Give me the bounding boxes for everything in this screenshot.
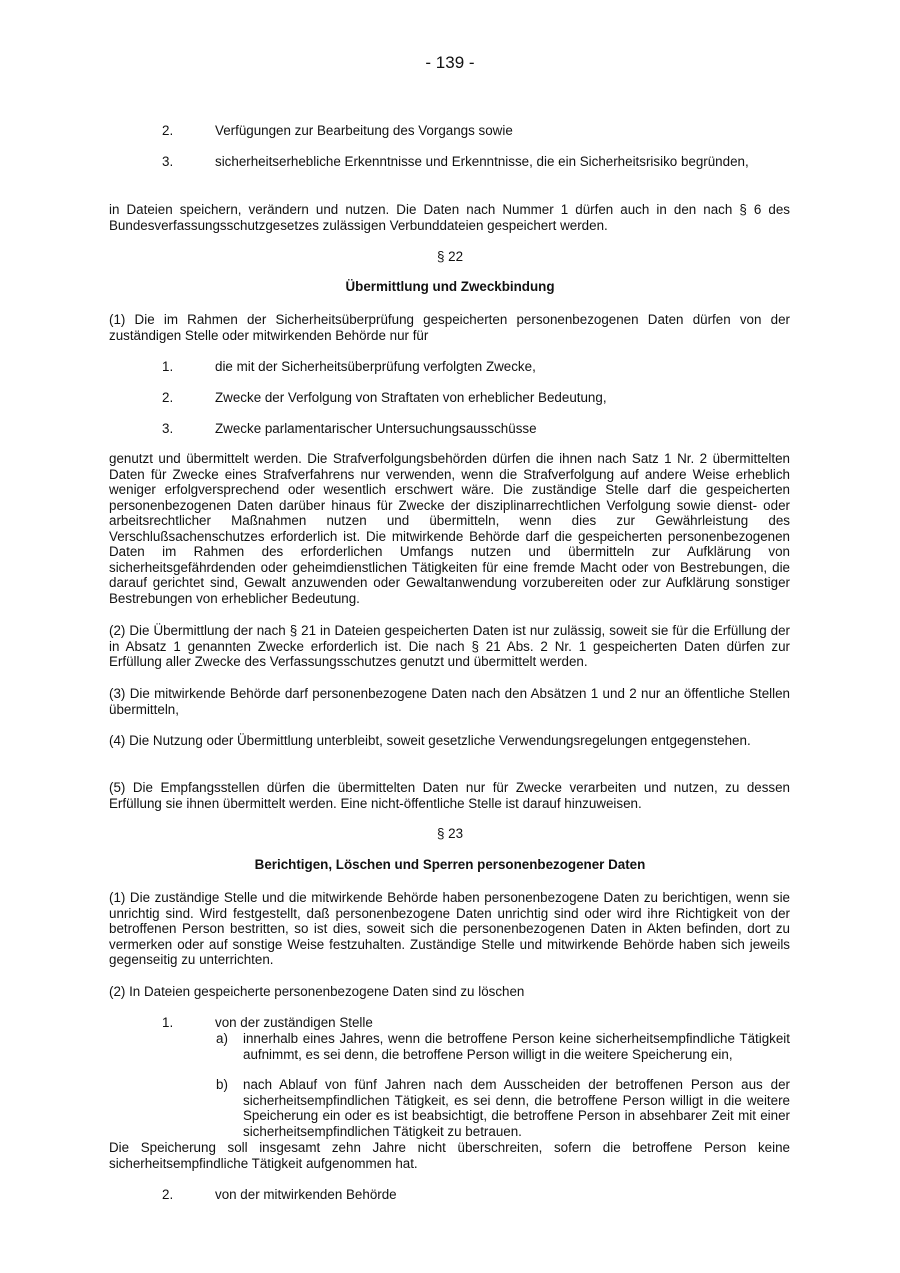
section-title: Übermittlung und Zweckbindung (345, 279, 555, 294)
list-item-text: Verfügungen zur Bearbeitung des Vorgangs sowie (215, 123, 513, 138)
list-item-number: 3. (162, 154, 174, 169)
list-item-text: die mit der Sicherheitsüberprüfung verfolgten Zwecke, (215, 359, 536, 374)
sub-item-label: b) (216, 1077, 228, 1092)
section-number: § 22 (436, 249, 464, 264)
paragraph-5: (5) Die Empfangsstellen dürfen die übermittelten Daten nur für Zwecke verarbeiten und nutzen, zu dessen Erfüllung sie ihnen übermittelt werden. Eine nicht-öffentliche Stelle ist darauf hinzuweisen. (109, 780, 790, 811)
page-number: - 139 - (425, 53, 475, 72)
list-item-text: sicherheitserhebliche Erkenntnisse und Erkenntnisse, die ein Sicherheitsrisiko begründen, (215, 154, 749, 169)
paragraph-4: (4) Die Nutzung oder Übermittlung unterbleibt, soweit gesetzliche Verwendungsregelungen entgegenstehen. (109, 733, 751, 748)
list-item-text: von der mitwirkenden Behörde (215, 1187, 397, 1202)
list-item-text: Zwecke parlamentarischer Untersuchungsausschüsse (215, 421, 537, 436)
sub-item-text: innerhalb eines Jahres, wenn die betroffene Person keine sicherheitsempfindliche Tätigkeit aufnimmt, es sei denn, die betroffene Person willigt in die weitere Speicherung ein, (243, 1031, 790, 1062)
list-item-number: 3. (162, 421, 174, 436)
list-item-text: Zwecke der Verfolgung von Straftaten von erheblicher Bedeutung, (215, 390, 607, 405)
intro-closing-paragraph: in Dateien speichern, verändern und nutzen. Die Daten nach Nummer 1 dürfen auch in den nach § 6 des Bundesverfassungsschutzgesetzes zulässigen Verbunddateien gespeichert werden. (109, 202, 790, 233)
section-number: § 23 (436, 826, 464, 841)
paragraph-3: (3) Die mitwirkende Behörde darf personenbezogene Daten nach den Absätzen 1 und 2 nur an öffentliche Stellen übermitteln, (109, 686, 790, 717)
list-item-number: 1. (162, 1015, 174, 1030)
paragraph-1-intro: (1) Die im Rahmen der Sicherheitsüberprüfung gespeicherten personenbezogenen Daten dürfen von der zuständigen Stelle oder mitwirkenden Behörde nur für (109, 312, 790, 343)
paragraph-1: (1) Die zuständige Stelle und die mitwirkende Behörde haben personenbezogene Daten zu berichtigen, wenn sie unrichtig sind. Wird festgestellt, daß personenbezogene Daten unrichtig sind oder wird ihre Richtigkeit von der betroffenen Person bestritten, so ist dies, soweit sich die personenbezogenen Daten in Akten befinden, dort zu vermerken oder auf sonstige Weise festzuhalten. Zuständige Stelle und mitwirkende Behörde haben sich jeweils gegenseitig zu unterrichten. (109, 890, 790, 967)
paragraph-2-intro: (2) In Dateien gespeicherte personenbezogene Daten sind zu löschen (109, 984, 525, 999)
sub-item-label: a) (216, 1031, 228, 1046)
paragraph-2: (2) Die Übermittlung der nach § 21 in Dateien gespeicherten Daten ist nur zulässig, soweit sie für die Erfüllung der in Absatz 1 genannten Zwecke erforderlich ist. Die nach § 21 Abs. 2 Nr. 1 gespeicherten Daten dürfen zur Erfüllung aller Zwecke des Verfassungsschutzes genutzt und übermittelt werden. (109, 623, 790, 669)
sub-item-text: nach Ablauf von fünf Jahren nach dem Ausscheiden der betroffenen Person aus der sicherheitsempfindlichen Tätigkeit, es sei denn, die betroffene Person willigt in die weitere Speicherung ein oder es ist beabsichtigt, die betroffene Person in absehbarer Zeit mit einer sicherheitsempfindlichen Tätigkeit zu betrauen. (243, 1077, 790, 1139)
list-item-number: 2. (162, 123, 174, 138)
section-title: Berichtigen, Löschen und Sperren personenbezogener Daten (254, 857, 646, 872)
list-item-text: von der zuständigen Stelle (215, 1015, 373, 1030)
storage-note: Die Speicherung soll insgesamt zehn Jahre nicht überschreiten, sofern die betroffene Person keine sicherheitsempfindliche Tätigkeit aufgenommen hat. (109, 1140, 790, 1171)
list-item-number: 2. (162, 390, 174, 405)
list-item-number: 1. (162, 359, 174, 374)
list-item-number: 2. (162, 1187, 174, 1202)
paragraph-1-continuation: genutzt und übermittelt werden. Die Strafverfolgungsbehörden dürfen die ihnen nach Satz 1 Nr. 2 übermittelten Daten für Zwecke eines Strafverfahrens nur verwenden, wenn die Strafverfolgung auf andere Weise erheblich weniger erfolgversprechend oder wesentlich erschwert wäre. Die zuständige Stelle darf die gespeicherten personenbezogenen Daten darüber hinaus für Zwecke der disziplinarrechtlichen Verfolgung sowie dienst- oder arbeitsrechtlicher Maßnahmen nutzen und übermitteln, wenn dies zur Gewährleistung des Verschlußsachenschutzes erforderlich ist. Die mitwirkende Behörde darf die gespeicherten personenbezogenen Daten im Rahmen des erforderlichen Umfangs nutzen und übermitteln zur Aufklärung von sicherheitsgefährdenden oder geheimdienstlichen Tätigkeiten für eine fremde Macht oder von Bestrebungen, die darauf gerichtet sind, Gewalt anzuwenden oder Gewaltanwendung vorzubereiten oder zur Aufklärung sonstiger Bestrebungen von erheblicher Bedeutung. (109, 451, 790, 606)
